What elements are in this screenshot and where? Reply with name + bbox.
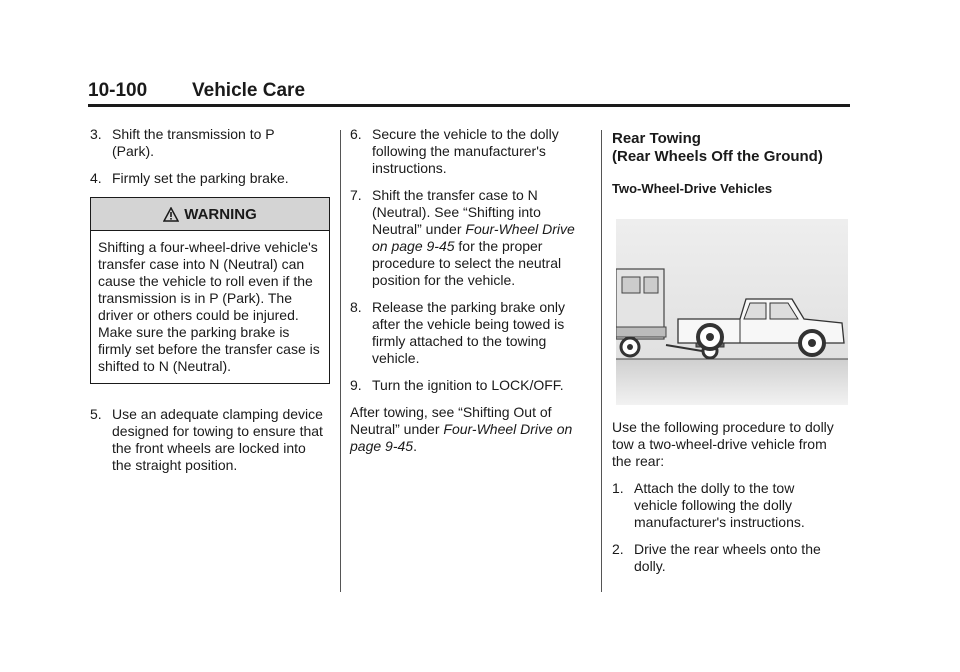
paragraph-text: After towing, see “Shifting Out of Neutral” under [350, 404, 552, 437]
section-heading [612, 130, 850, 166]
cross-reference-link[interactable]: Four-Wheel Drive on page 9-45 [372, 221, 575, 254]
list-item [612, 480, 850, 531]
column-divider [601, 130, 602, 592]
column-divider [340, 130, 341, 592]
list-item [90, 406, 330, 474]
paragraph: Use the following procedure to dolly tow a two-wheel-drive vehicle from the rear: [612, 419, 834, 469]
heading-line: Rear Towing [612, 130, 701, 147]
list-item [350, 377, 592, 394]
step-number: 4. [90, 170, 102, 186]
column-middle [350, 126, 592, 465]
list-item [612, 541, 850, 575]
page-number: 10-100 [88, 80, 148, 101]
list-item [90, 170, 330, 187]
section-title: Vehicle Care [192, 80, 306, 101]
step-text: Firmly set the parking brake. [112, 170, 289, 186]
page-header [88, 80, 850, 107]
list-item [350, 299, 592, 367]
subsection-heading: Two-Wheel-Drive Vehicles [612, 181, 773, 196]
warning-triangle-icon [163, 207, 179, 222]
cross-reference-link[interactable]: Four-Wheel Drive on page 9-45 [350, 421, 573, 454]
step-text [372, 187, 586, 289]
step-text: Use an adequate clamping device designed for towing to ensure that the front wheels are locked into the straight position. [112, 406, 323, 473]
column-left [90, 126, 330, 484]
step-text-part: for the proper procedure to select the neutral position for the vehicle. [372, 238, 562, 288]
step-text: Release the parking brake only after the vehicle being towed is firmly attached to the towing vehicle. [372, 299, 566, 366]
step-text: Secure the vehicle to the dolly following the manufacturer's instructions. [372, 126, 559, 176]
warning-header [91, 198, 329, 231]
step-number: 7. [350, 187, 362, 203]
step-number: 3. [90, 126, 102, 142]
paragraph [350, 404, 592, 455]
step-text: Shift the transmission to P (Park). [112, 126, 275, 159]
step-number: 5. [90, 406, 102, 422]
warning-body: Shifting a four-wheel-drive vehicle's transfer case into N (Neutral) can cause the vehicle to roll even if the transmission is in P (Park). The driver or others could be injured. Make sure the parking brake is firmly set before the transfer case is shifted to N (Neutral). [98, 239, 320, 374]
warning-box [90, 197, 330, 384]
list-item [90, 126, 330, 160]
step-number: 8. [350, 299, 362, 315]
warning-title: WARNING [184, 205, 257, 223]
step-number: 1. [612, 480, 624, 496]
list-item [350, 187, 592, 289]
step-text-part: Shift the transfer case to N (Neutral). See “Shifting into Neutral” under [372, 187, 541, 237]
paragraph-text: . [413, 438, 417, 454]
step-number: 9. [350, 377, 362, 393]
heading-line: (Rear Wheels Off the Ground) [612, 148, 823, 165]
step-number: 2. [612, 541, 624, 557]
column-right [612, 126, 850, 585]
towing-illustration [616, 219, 848, 405]
list-item [350, 126, 592, 177]
step-number: 6. [350, 126, 362, 142]
step-text: Drive the rear wheels onto the dolly. [634, 541, 821, 574]
step-text: Turn the ignition to LOCK/OFF. [372, 377, 564, 393]
step-text: Attach the dolly to the tow vehicle following the dolly manufacturer's instructions. [634, 480, 805, 530]
